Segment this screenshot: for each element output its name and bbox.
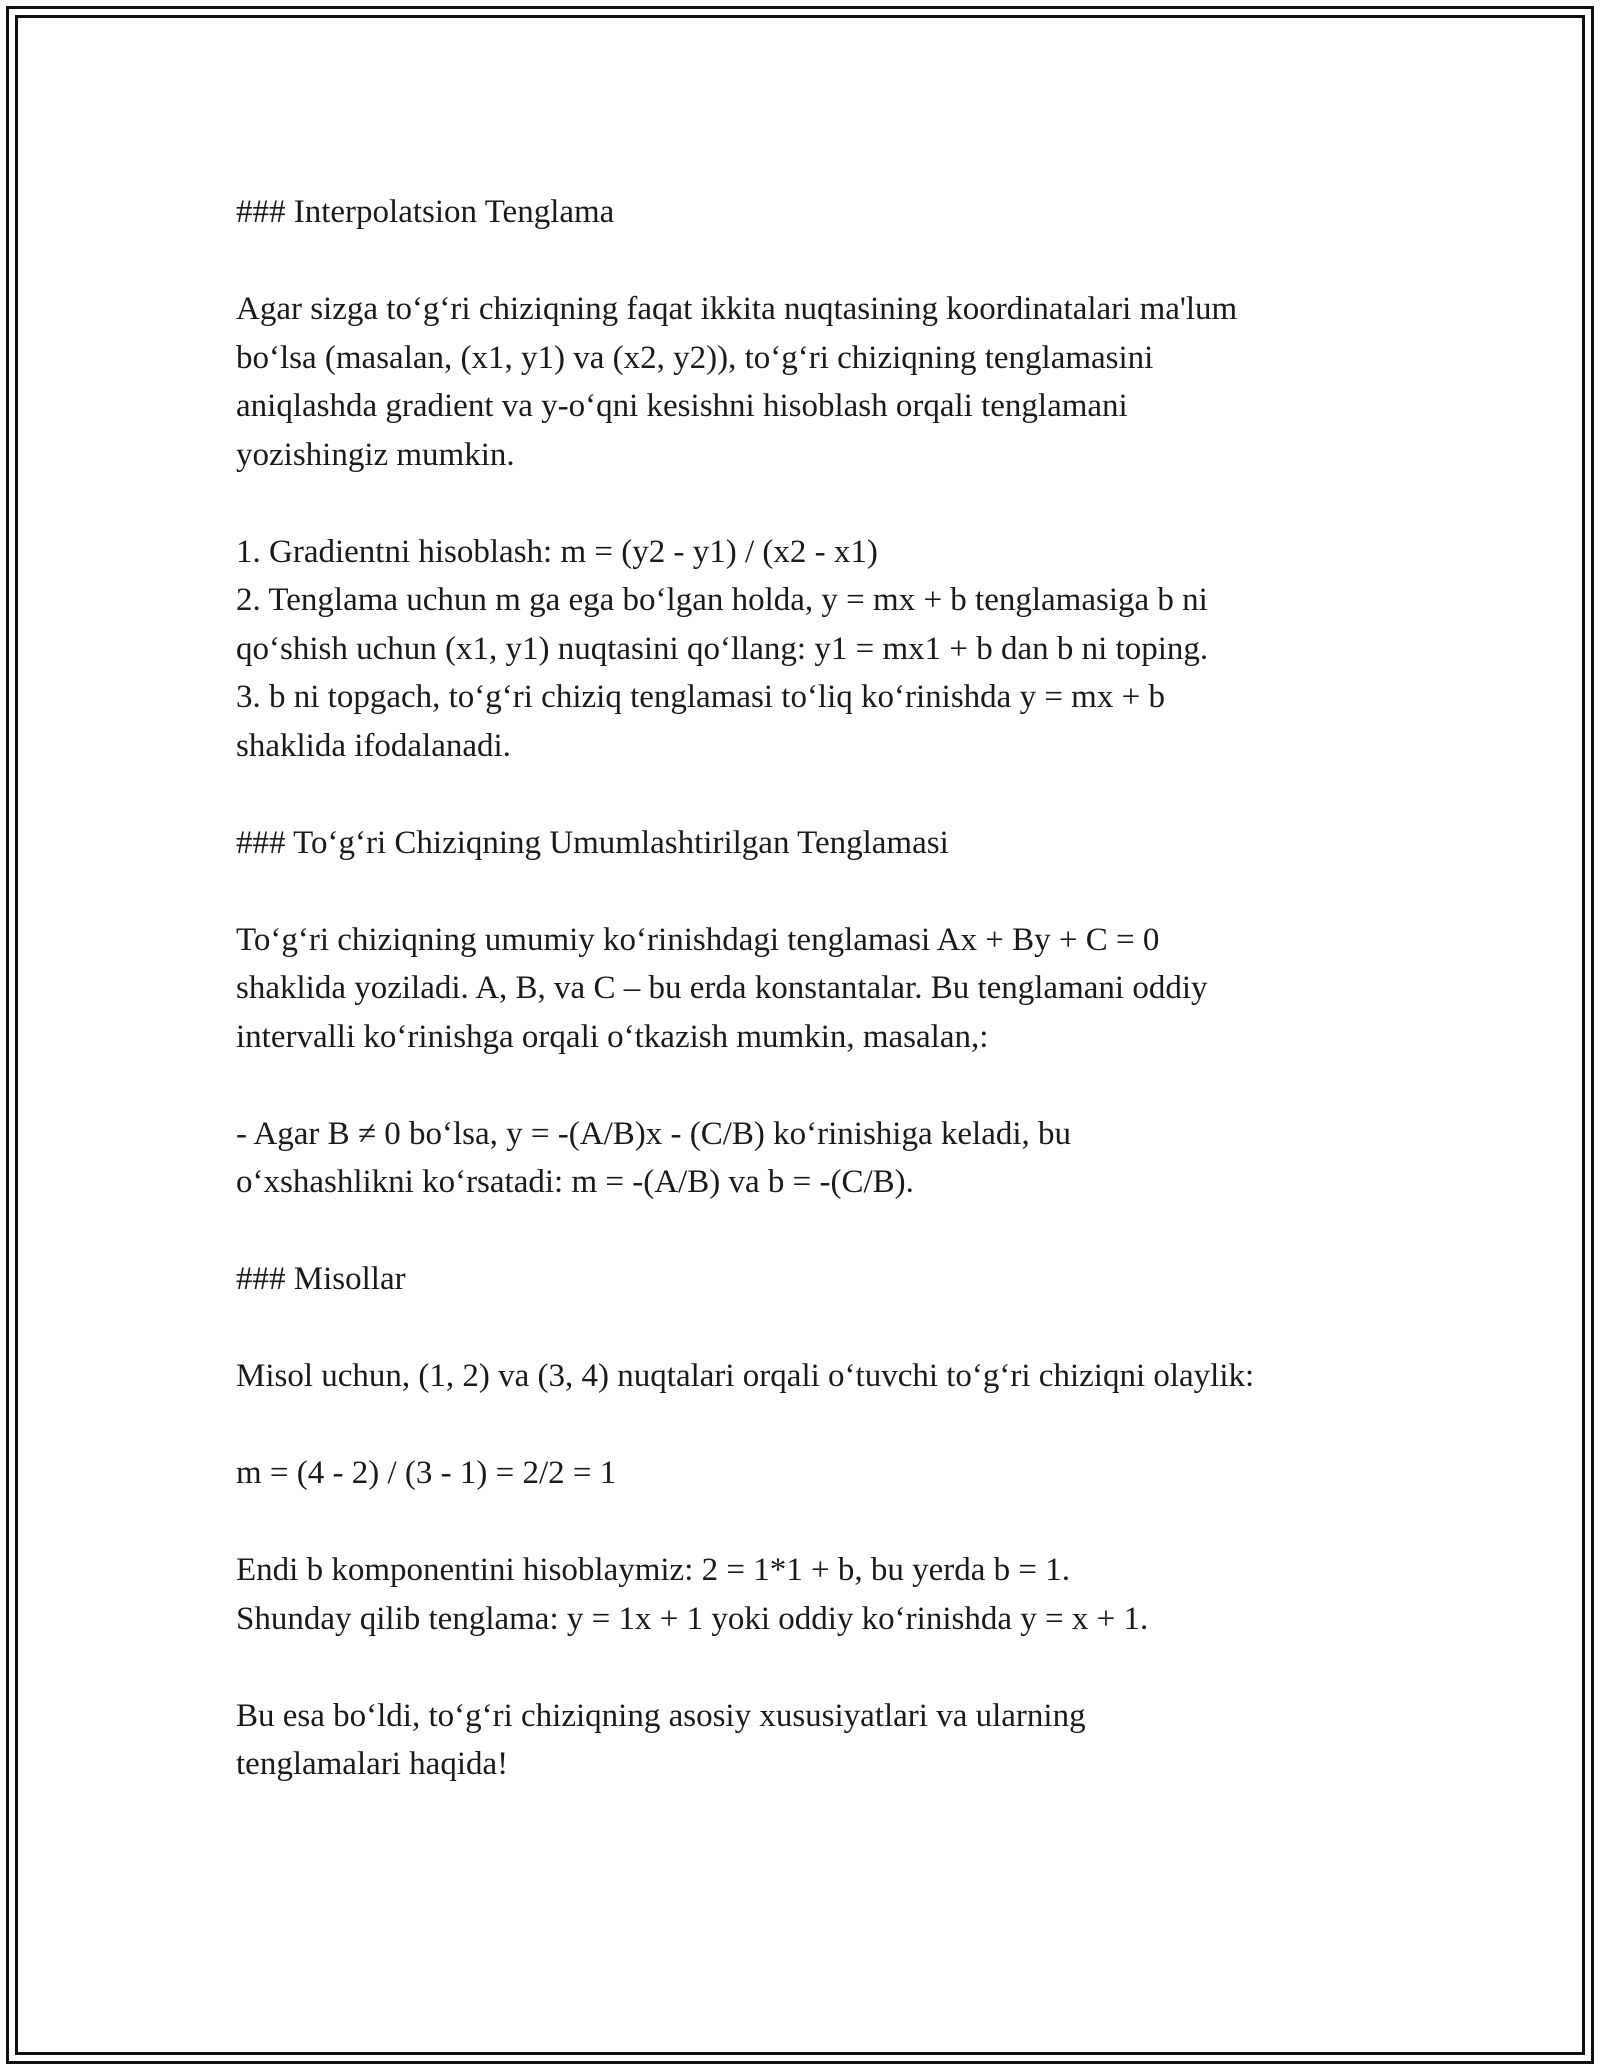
list-item-line: 3. b ni topgach, to‘g‘ri chiziq tenglamasi to‘liq ko‘rinishda y = mx + b [236, 679, 1165, 715]
section-heading [236, 188, 1396, 237]
text-line: Agar sizga to‘g‘ri chiziqning faqat ikkita nuqtasining koordinatalari ma'lum [236, 291, 1238, 327]
list-item-line: shaklida ifodalanadi. [236, 727, 511, 764]
document-body [236, 188, 1396, 1837]
paragraph [236, 916, 1396, 1062]
paragraph [236, 1449, 1396, 1498]
text-line: o‘xshashlikni ko‘rsatadi: m = -(A/B) va b = -(C/B). [236, 1164, 914, 1200]
text-line: Endi b komponentini hisoblaymiz: 2 = 1*1 + b, bu yerda b = 1. [236, 1552, 1070, 1588]
paragraph [236, 285, 1396, 479]
text-line: Bu esa bo‘ldi, to‘g‘ri chiziqning asosiy xususiyatlari va ularning [236, 1697, 1086, 1734]
paragraph [236, 1110, 1396, 1207]
paragraph [236, 1546, 1396, 1643]
text-line: m = (4 - 2) / (3 - 1) = 2/2 = 1 [236, 1455, 617, 1491]
text-line: intervalli ko‘rinishga orqali o‘tkazish mumkin, masalan,: [236, 1018, 989, 1055]
list-item-line: 2. Tenglama uchun m ga ega bo‘lgan holda, y = mx + b tenglamasiga b ni [236, 582, 1208, 618]
numbered-list [236, 528, 1396, 771]
heading-text: ### Interpolatsion Tenglama [236, 194, 615, 230]
text-line: - Agar B ≠ 0 bo‘lsa, y = -(A/B)x - (C/B) ko‘rinishiga keladi, bu [236, 1115, 1072, 1152]
list-item-line: qo‘shish uchun (x1, y1) nuqtasini qo‘llang: y1 = mx1 + b dan b ni toping. [236, 630, 1209, 667]
text-line: bo‘lsa (masalan, (x1, y1) va (x2, y2)), to‘g‘ri chiziqning tenglamasini [236, 339, 1154, 376]
text-line: aniqlashda gradient va y-o‘qni kesishni hisoblash orqali tenglamani [236, 388, 1128, 424]
section-heading [236, 1255, 1396, 1304]
text-line: Shunday qilib tenglama: y = 1x + 1 yoki oddiy ko‘rinishda y = x + 1. [236, 1600, 1149, 1637]
text-line: To‘g‘ri chiziqning umumiy ko‘rinishdagi tenglamasi Ax + By + C = 0 [236, 921, 1160, 958]
paragraph [236, 1352, 1396, 1401]
list-item-line: 1. Gradientni hisoblash: m = (y2 - y1) / (x2 - x1) [236, 533, 878, 570]
paragraph [236, 1692, 1396, 1789]
text-line: Misol uchun, (1, 2) va (3, 4) nuqtalari orqali o‘tuvchi to‘g‘ri chiziqni olaylik: [236, 1358, 1255, 1394]
text-line: tenglamalari haqida! [236, 1746, 509, 1782]
text-line: shaklida yoziladi. A, B, va C – bu erda konstantalar. Bu tenglamani oddiy [236, 970, 1208, 1006]
text-line: yozishingiz mumkin. [236, 436, 515, 473]
heading-text: ### To‘g‘ri Chiziqning Umumlashtirilgan Tenglamasi [236, 824, 949, 861]
heading-text: ### Misollar [236, 1261, 406, 1297]
section-heading [236, 819, 1396, 868]
